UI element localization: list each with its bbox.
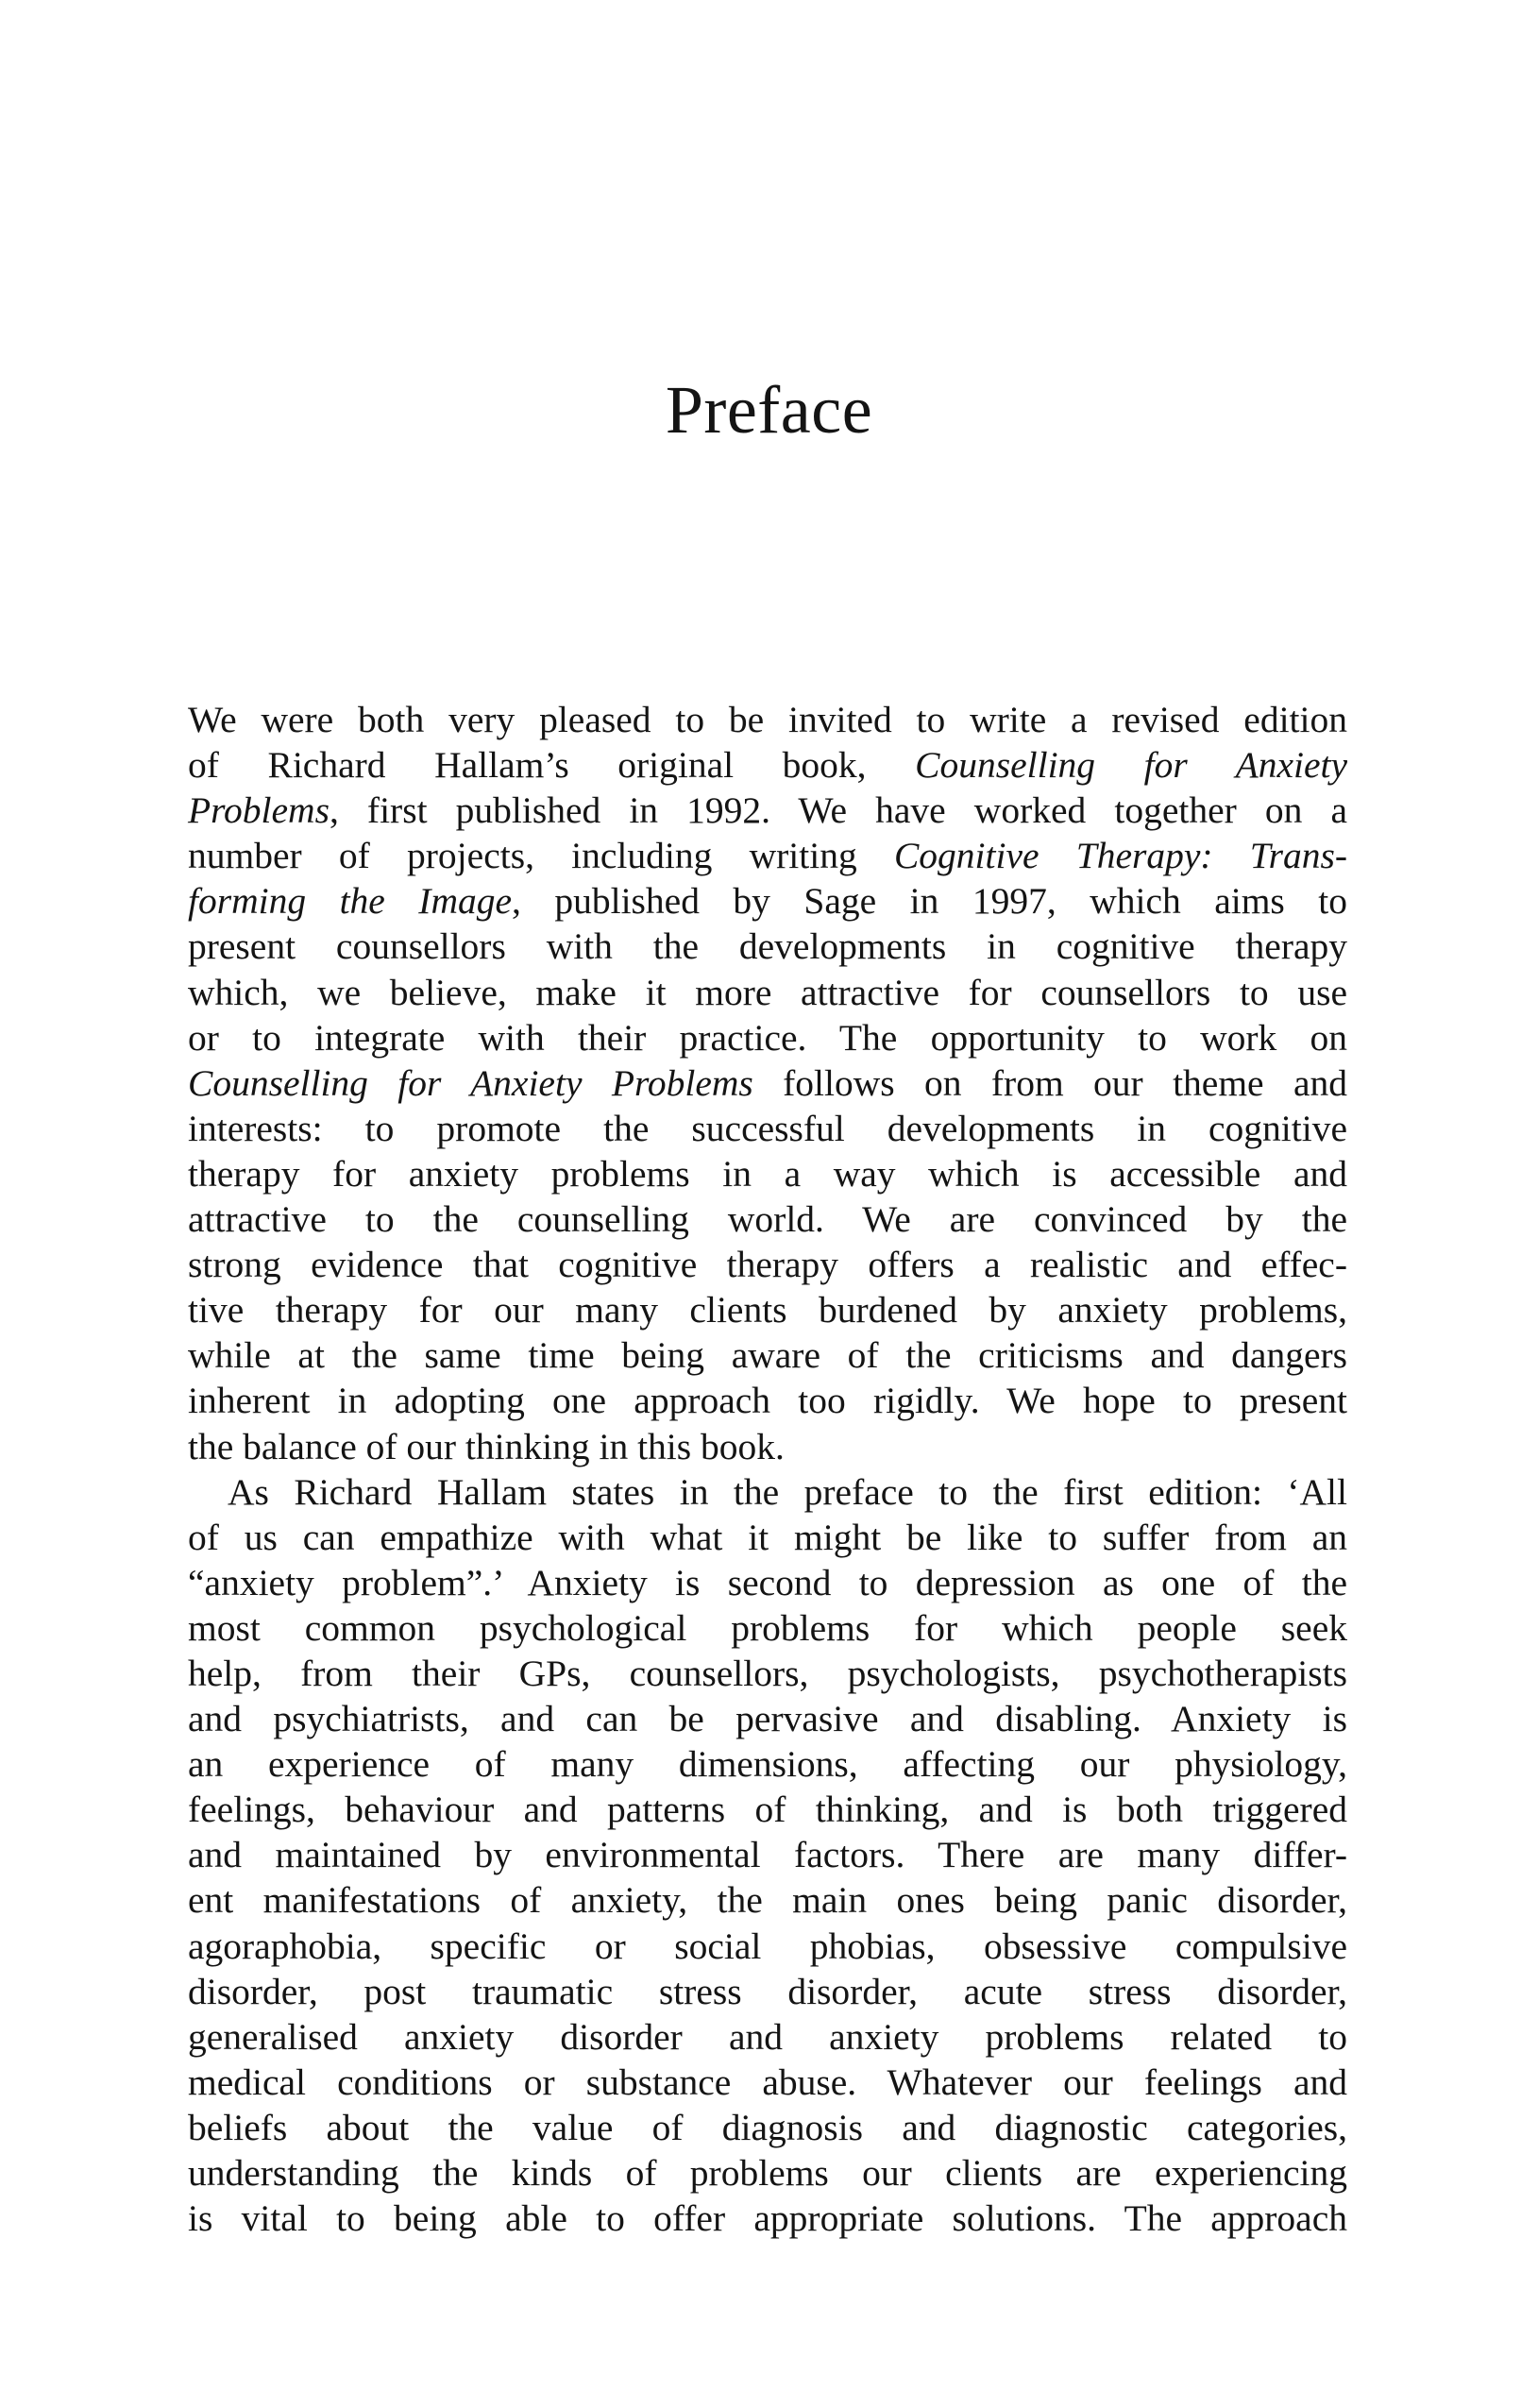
text-line (188, 1515, 1347, 1560)
text-segment: the balance of our thinking in this book. (188, 1425, 785, 1467)
text-segment: , published by Sage in 1997, which aims to (512, 880, 1347, 923)
text-segment: , first published in 1992. We have worked together on a (329, 789, 1347, 832)
text-line (188, 1924, 1347, 1969)
text-segment: agoraphobia, specific or social phobias, obsessive compulsive (188, 1925, 1347, 1967)
text-segment: help, from their GPs, counsellors, psychologists, psychotherapists (188, 1652, 1347, 1694)
text-line (188, 2196, 1347, 2241)
italic-title-text: Counselling for Anxiety (915, 744, 1347, 787)
text-segment: inherent in adopting one approach too rigidly. We hope to present (188, 1380, 1347, 1422)
text-line (188, 788, 1347, 833)
text-line (188, 1060, 1347, 1106)
paragraph (188, 697, 1347, 1469)
text-segment: beliefs about the value of diagnosis and diagnostic categories, (188, 2106, 1347, 2148)
text-line (188, 1832, 1347, 1877)
text-segment: while at the same time being aware of the criticisms and dangers (188, 1334, 1347, 1377)
text-segment: of Richard Hallam’s original book, (188, 744, 916, 787)
text-segment: strong evidence that cognitive therapy offers a realistic and effec- (188, 1244, 1347, 1286)
text-line (188, 1332, 1347, 1378)
text-segment: interests: to promote the successful developments in cognitive (188, 1107, 1347, 1149)
text-line (188, 1469, 1347, 1515)
text-line (188, 1106, 1347, 1151)
text-segment: is vital to being able to offer appropriate solutions. The approach (188, 2197, 1347, 2240)
text-line (188, 1605, 1347, 1651)
text-line (188, 697, 1347, 742)
text-line (188, 1787, 1347, 1832)
text-segment: of us can empathize with what it might be like to suffer from an (188, 1516, 1347, 1558)
text-line (188, 878, 1347, 924)
body-text (188, 697, 1347, 2241)
text-line (188, 1242, 1347, 1287)
text-segment: “anxiety problem”.’ Anxiety is second to depression as one of the (188, 1561, 1347, 1603)
text-line (188, 1651, 1347, 1696)
text-line (188, 2150, 1347, 2196)
text-line (188, 2060, 1347, 2105)
text-segment: attractive to the counselling world. We are convinced by the (188, 1198, 1347, 1241)
text-line (188, 924, 1347, 969)
text-segment: feelings, behaviour and patterns of thinking, and is both triggered (188, 1789, 1347, 1831)
text-segment: and psychiatrists, and can be pervasive and disabling. Anxiety is (188, 1698, 1347, 1740)
text-segment: therapy for anxiety problems in a way which is accessible and (188, 1152, 1347, 1195)
text-line (188, 970, 1347, 1015)
text-segment: tive therapy for our many clients burdened by anxiety problems, (188, 1289, 1347, 1331)
text-line (188, 2014, 1347, 2060)
text-line (188, 833, 1347, 878)
text-line (188, 1741, 1347, 1787)
text-segment: or to integrate with their practice. The opportunity to work on (188, 1016, 1347, 1059)
text-line (188, 1287, 1347, 1332)
text-line (188, 1378, 1347, 1423)
text-segment: present counsellors with the developments in cognitive therapy (188, 925, 1347, 968)
text-line (188, 1015, 1347, 1060)
italic-title-text: Problems (188, 789, 330, 832)
text-line (188, 1196, 1347, 1242)
text-line (188, 2105, 1347, 2150)
text-segment: medical conditions or substance abuse. Whatever our feelings and (188, 2060, 1347, 2103)
text-line (188, 1424, 1347, 1469)
italic-title-text: Counselling for Anxiety Problems (188, 1061, 753, 1104)
text-line (188, 1969, 1347, 2014)
text-line (188, 1560, 1347, 1605)
text-segment: number of projects, including writing (188, 835, 894, 877)
page-title: Preface (665, 372, 873, 448)
text-line (188, 742, 1347, 788)
italic-title-text: Cognitive Therapy: Trans- (893, 835, 1347, 877)
text-segment: which, we believe, make it more attractive for counsellors to use (188, 971, 1347, 1013)
text-line (188, 1696, 1347, 1741)
text-line (188, 1877, 1347, 1923)
text-segment: most common psychological problems for which people seek (188, 1606, 1347, 1649)
text-segment: disorder, post traumatic stress disorder, acute stress disorder, (188, 1970, 1347, 2012)
text-segment: We were both very pleased to be invited to write a revised edition (188, 699, 1347, 740)
text-segment: an experience of many dimensions, affecting our physiology, (188, 1743, 1347, 1786)
paragraph (188, 1469, 1347, 2242)
text-line (188, 1151, 1347, 1196)
text-segment: and maintained by environmental factors. There are many differ- (188, 1834, 1347, 1876)
text-segment: generalised anxiety disorder and anxiety problems related to (188, 2015, 1347, 2058)
text-segment: follows on from our theme and (752, 1061, 1347, 1104)
text-segment: As Richard Hallam states in the preface to the first edition: ‘All (228, 1470, 1347, 1513)
text-segment: ent manifestations of anxiety, the main ones being panic disorder, (188, 1879, 1347, 1922)
text-segment: understanding the kinds of problems our clients are experiencing (188, 2152, 1347, 2194)
italic-title-text: forming the Image (188, 880, 513, 923)
